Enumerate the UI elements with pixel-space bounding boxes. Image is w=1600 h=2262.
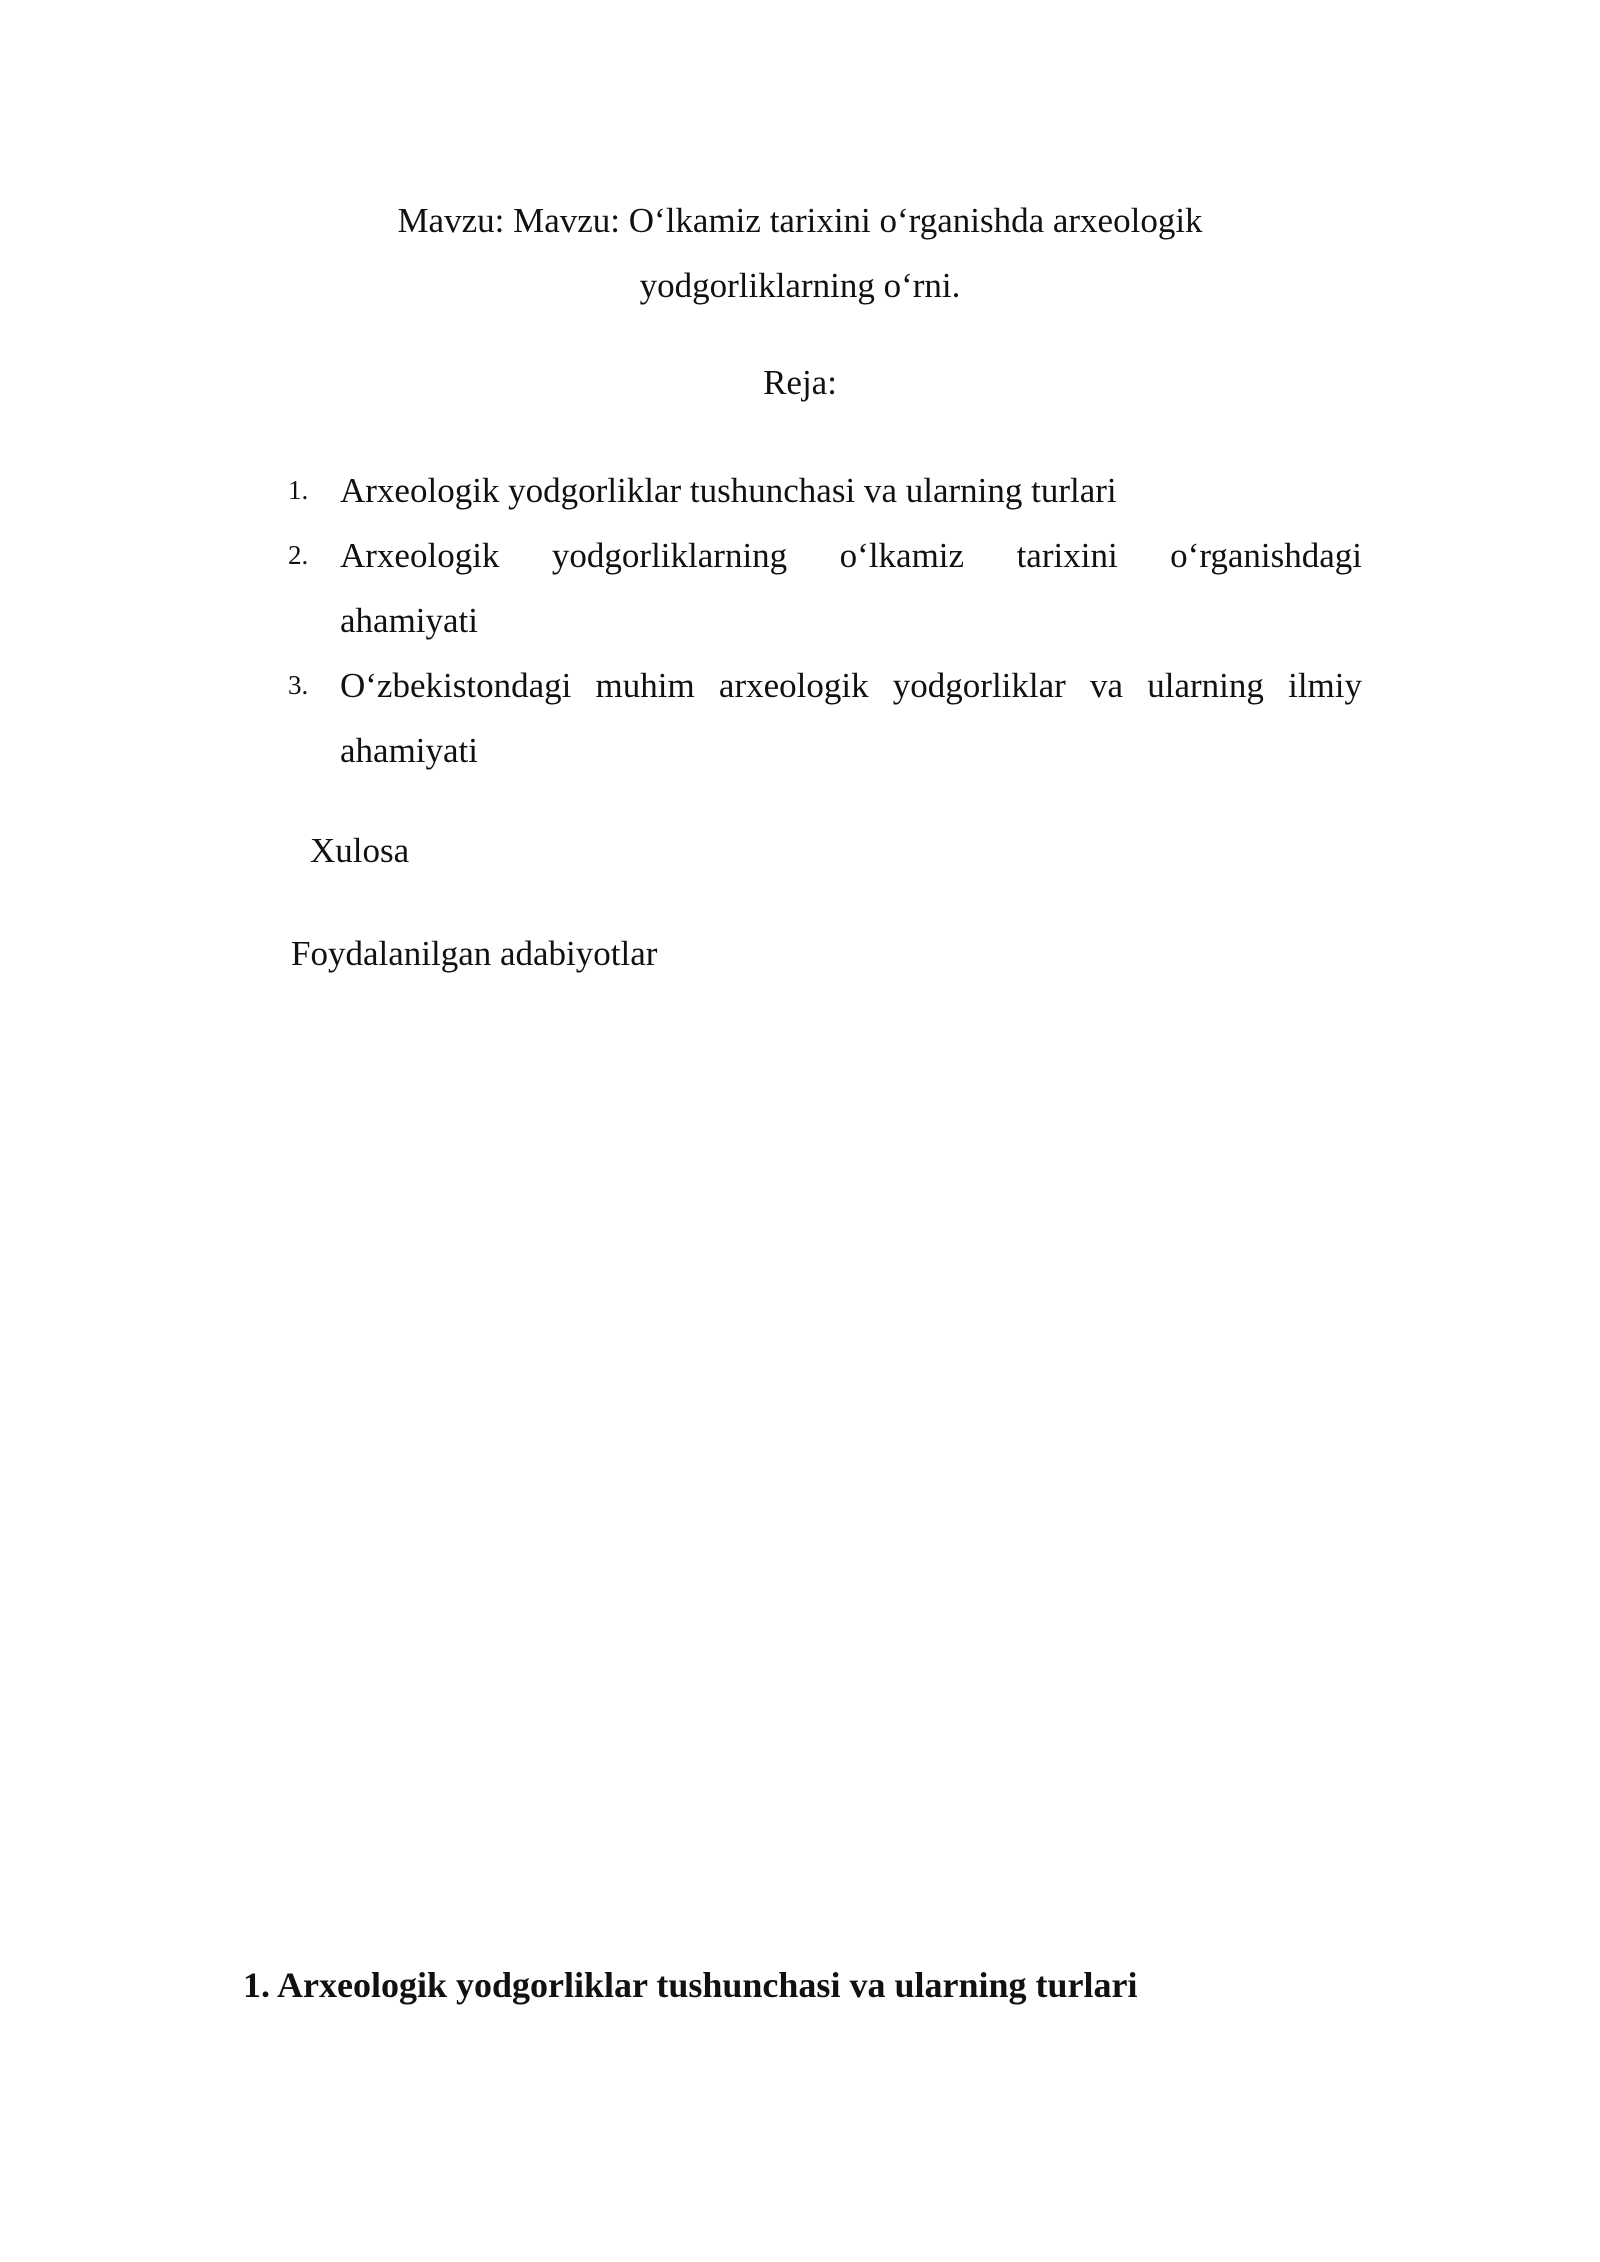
plan-item-2: [288, 523, 1362, 653]
plan-item-text: O‘zbekistondagi muhim arxeologik yodgorliklar va ularning ilmiy: [340, 666, 1362, 705]
plan-heading: Reja:: [763, 363, 837, 402]
plan-item-text-continued: ahamiyati: [340, 731, 479, 770]
page-title: [290, 188, 1310, 318]
section-heading: 1. Arxeologik yodgorliklar tushunchasi va ularning turlari: [243, 1965, 1138, 2005]
plan-item-number: 2.: [288, 540, 309, 570]
plan-item-1: [288, 458, 1362, 523]
title-line-2: yodgorliklarning o‘rni.: [639, 266, 961, 305]
plan-item-text: Arxeologik yodgorliklarning o‘lkamiz tarixini o‘rganishdagi: [340, 536, 1362, 575]
plan-item-3: [288, 653, 1362, 783]
plan-item-number: 3.: [288, 670, 309, 700]
plan-item-text-continued: ahamiyati: [340, 601, 479, 640]
plan-list: [288, 458, 1362, 783]
references-entry: Foydalanilgan adabiyotlar: [291, 934, 658, 973]
plan-item-number: 1.: [288, 475, 309, 505]
title-line-1: Mavzu: Mavzu: O‘lkamiz tarixini o‘rganishda arxeologik: [397, 201, 1203, 240]
conclusion-entry: Xulosa: [310, 831, 410, 870]
plan-item-text: Arxeologik yodgorliklar tushunchasi va ularning turlari: [340, 471, 1117, 510]
